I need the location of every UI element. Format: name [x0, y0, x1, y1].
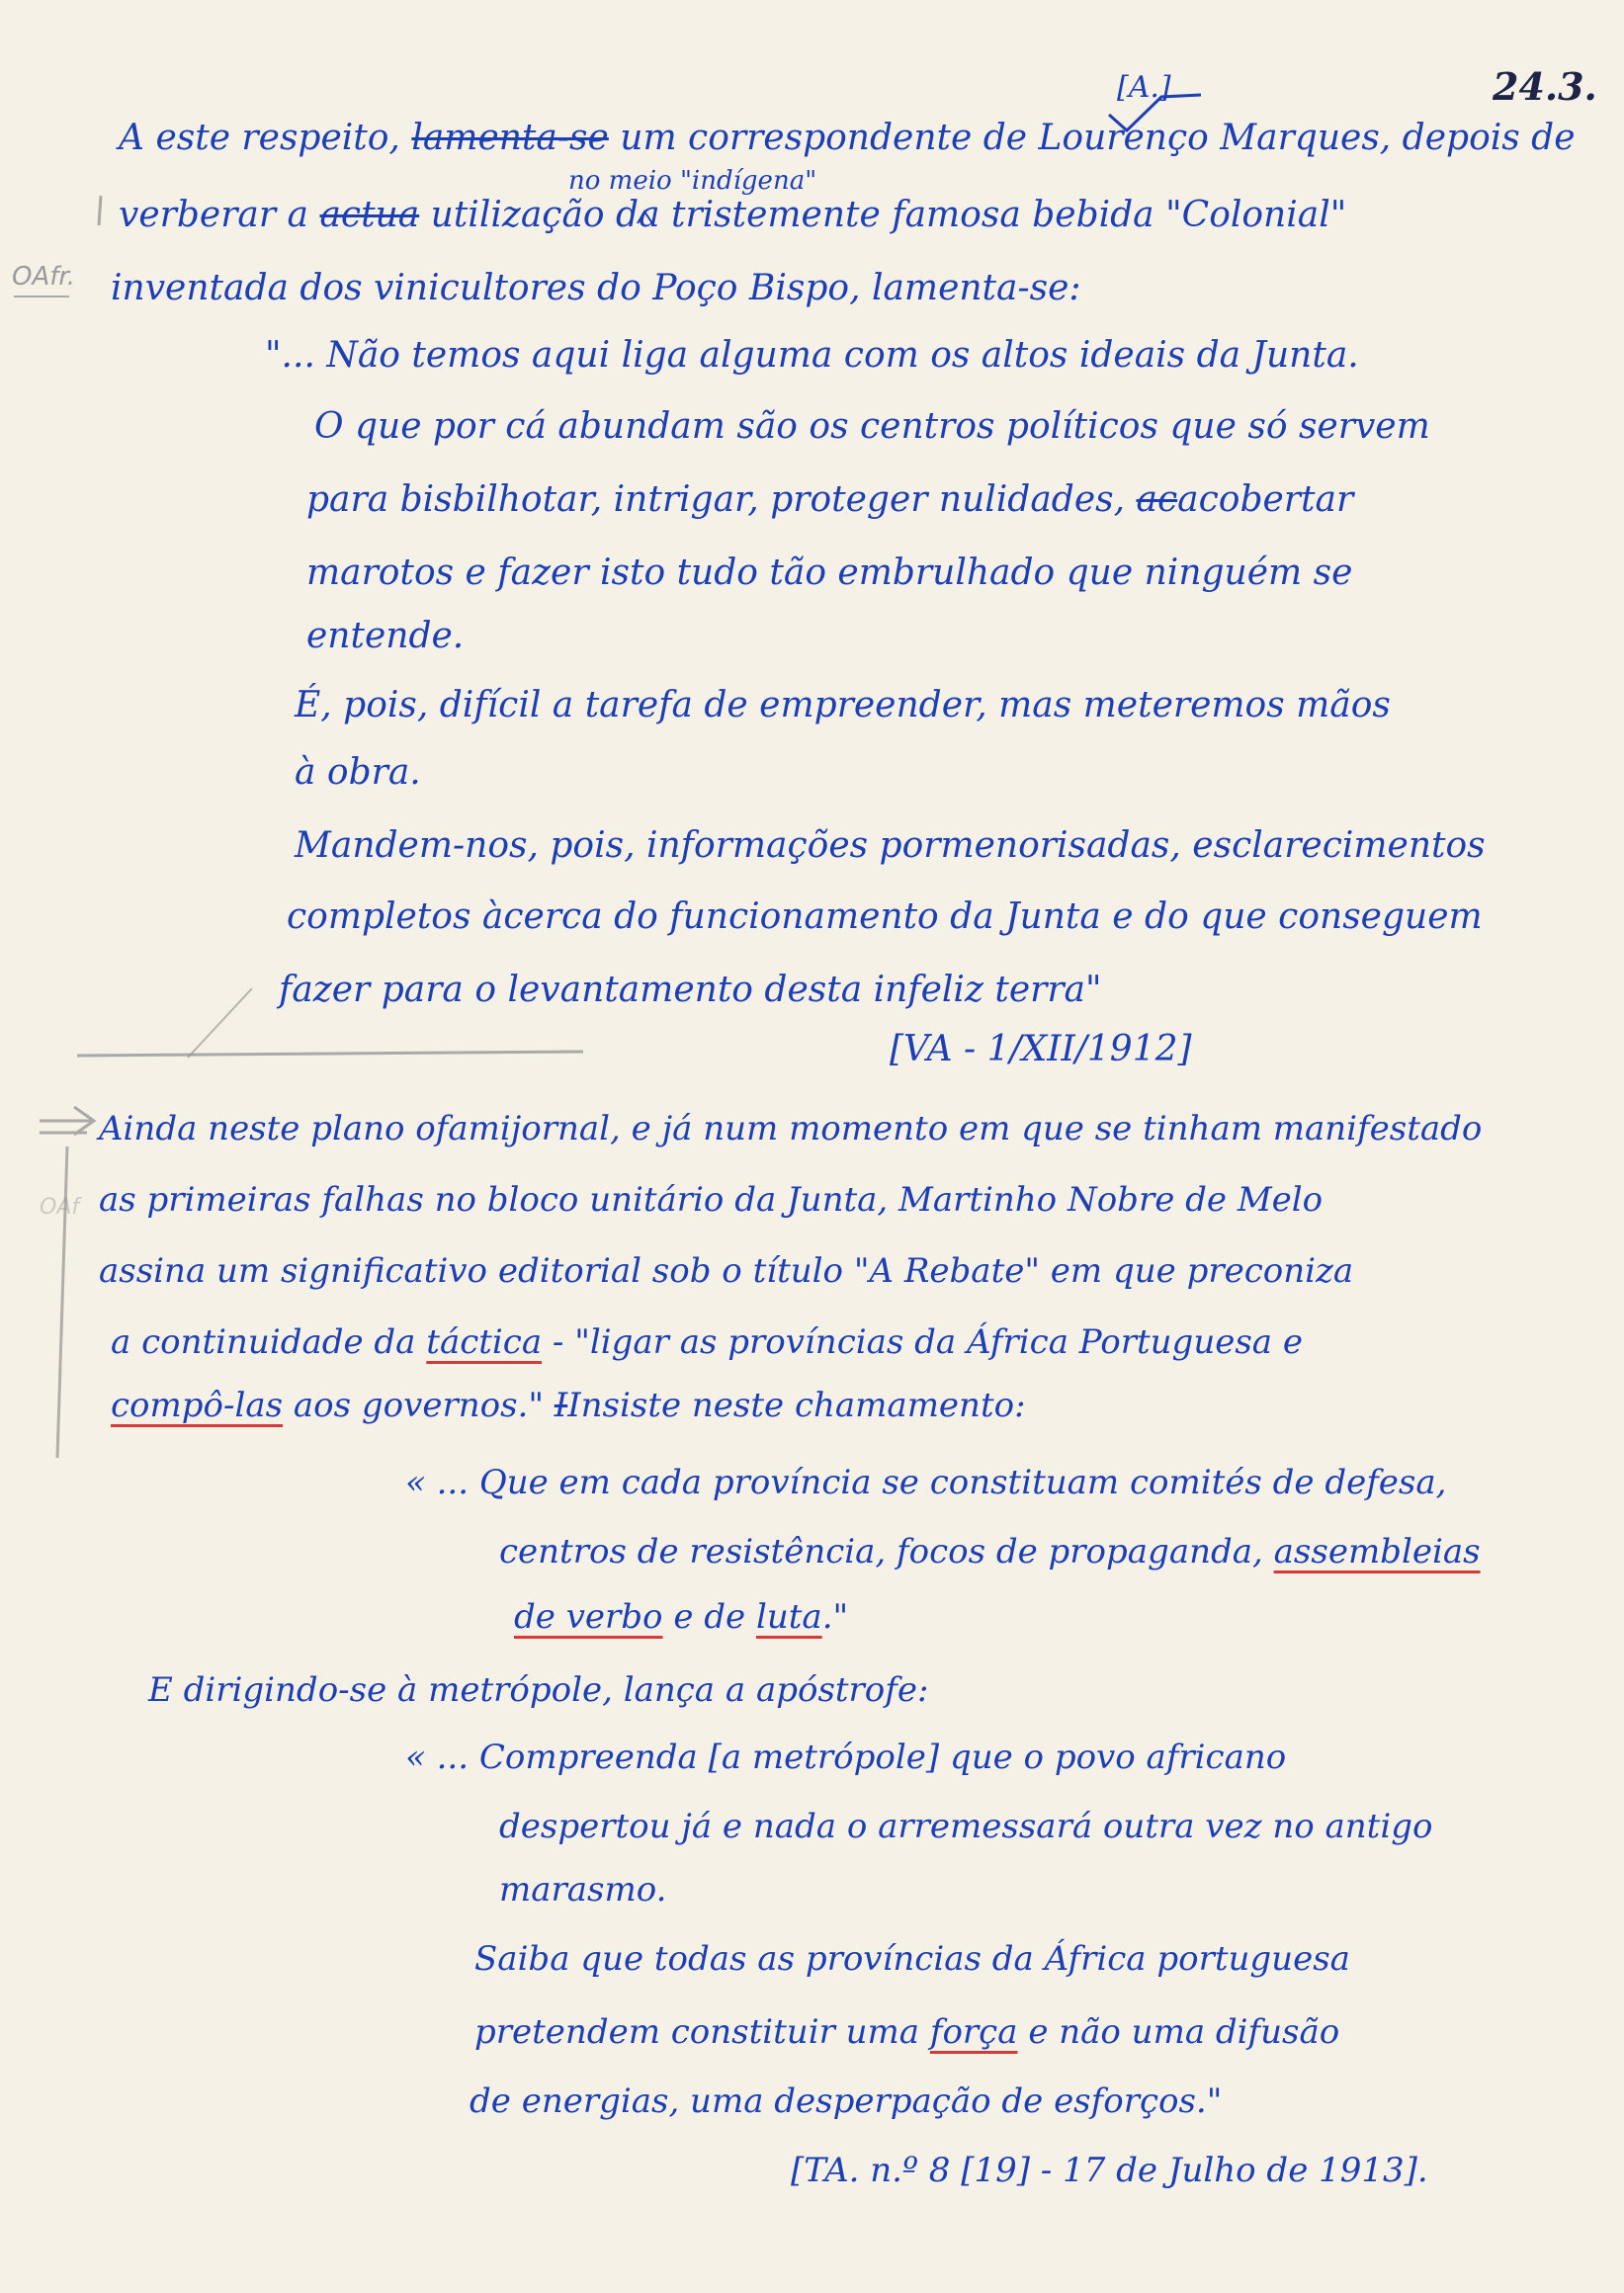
para1-line-1-pre: A este respeito,: [119, 118, 400, 158]
margin-note-2: OAf: [40, 1195, 80, 1220]
para3-line-1: E dirigindo-se à metrópole, lança a apóstrofe:: [148, 1670, 929, 1710]
quote3-citation: [TA. n.º 8 [19] - 17 de Julho de 1913].: [791, 2151, 1428, 2190]
quote3-line-3: marasmo.: [499, 1870, 667, 1910]
quote1-line-3-rest: acobertar: [1177, 479, 1354, 520]
quote2-line-3-mid: e de: [673, 1597, 746, 1637]
para2-line-2: as primeiras falhas no bloco unitário da Junta, Martinho Nobre de Melo: [99, 1180, 1324, 1220]
para2-line-4-pre: a continuidade da: [111, 1322, 416, 1362]
quote2-line-3-end: .": [821, 1597, 849, 1637]
para1-line-1-rest: um correspondente de Lourenço Marques, depois de: [620, 118, 1576, 158]
insertion-above: no meio "indígena": [568, 166, 817, 196]
underlined-word: compô-las: [111, 1386, 284, 1425]
quote3-line-1: « ... Compreenda [a metrópole] que o povo africano: [405, 1738, 1287, 1777]
quote3-line-4: Saiba que todas as províncias da África portuguesa: [474, 1939, 1350, 1979]
para2-line-3: assina um significativo editorial sob o título "A Rebate" em que preconiza: [99, 1251, 1354, 1291]
quote1-line-7: à obra.: [295, 752, 421, 793]
quote3-line-6: de energias, uma desperpação de esforços.": [470, 2081, 1223, 2121]
quote2-line-1: « ... Que em cada província se constituam comités de defesa,: [405, 1463, 1447, 1502]
quote1-line-10: fazer para o levantamento desta infeliz terra": [279, 970, 1102, 1010]
quote1-line-1: "... Não temos aqui liga alguma com os altos ideais da Junta.: [265, 335, 1359, 376]
quote3-line-2: despertou já e nada o arremessará outra vez no antigo: [499, 1807, 1433, 1846]
struck-word: I: [554, 1386, 568, 1425]
quote1-line-6: É, pois, difícil a tarefa de empreender, mas meteremos mãos: [295, 685, 1391, 725]
para1-line-3: inventada dos vinicultores do Poço Bispo, lamenta-se:: [111, 268, 1081, 308]
quote1-line-2: O que por cá abundam são os centros políticos que só servem: [314, 406, 1430, 447]
quote3-line-5-rest: e não uma difusão: [1028, 2012, 1340, 2052]
margin-note: OAfr.: [12, 262, 75, 292]
insert-bracket: [A.]: [1117, 70, 1171, 105]
underlined-word: luta: [755, 1597, 822, 1637]
para1-line-2-pre: verberar a: [119, 195, 308, 235]
quote1-line-9: completos àcerca do funcionamento da Junta e do que conseguem: [287, 896, 1483, 937]
underlined-word: força: [929, 2012, 1018, 2052]
quote1-line-5: entende.: [306, 616, 465, 656]
underlined-word: táctica: [426, 1322, 543, 1362]
quote1-line-3-pre: para bisbilhotar, intrigar, proteger nulidades,: [306, 479, 1126, 520]
para1-line-2-rest: utilização da tristemente famosa bebida "Colonial": [430, 195, 1347, 235]
para2-line-5-end: Insiste neste chamamento:: [567, 1386, 1026, 1425]
para2-line-5-rest: aos governos.": [293, 1386, 544, 1425]
para2-line-1: Ainda neste plano ofamijornal, e já num momento em que se tinham manifestado: [99, 1109, 1483, 1148]
underlined-word: de verbo: [514, 1597, 663, 1637]
quote1-line-8: Mandem-nos, pois, informações pormenorisadas, esclarecimentos: [295, 825, 1486, 866]
underlined-word: assembleias: [1273, 1532, 1481, 1571]
quote1-line-4: marotos e fazer isto tudo tão embrulhado que ninguém se: [306, 552, 1353, 593]
struck-word: actua: [319, 195, 420, 235]
struck-word: ac: [1136, 479, 1178, 520]
quote2-line-2-pre: centros de resistência, focos de propaganda,: [499, 1532, 1263, 1571]
para2-line-4-rest: - "ligar as províncias da África Portuguesa e: [552, 1322, 1303, 1362]
quote3-line-5-pre: pretendem constituir uma: [474, 2012, 920, 2052]
struck-word: lamenta-se: [411, 118, 609, 158]
quote1-citation: [VA - 1/XII/1912]: [890, 1029, 1192, 1069]
page-number: 24.3.: [1493, 64, 1597, 109]
